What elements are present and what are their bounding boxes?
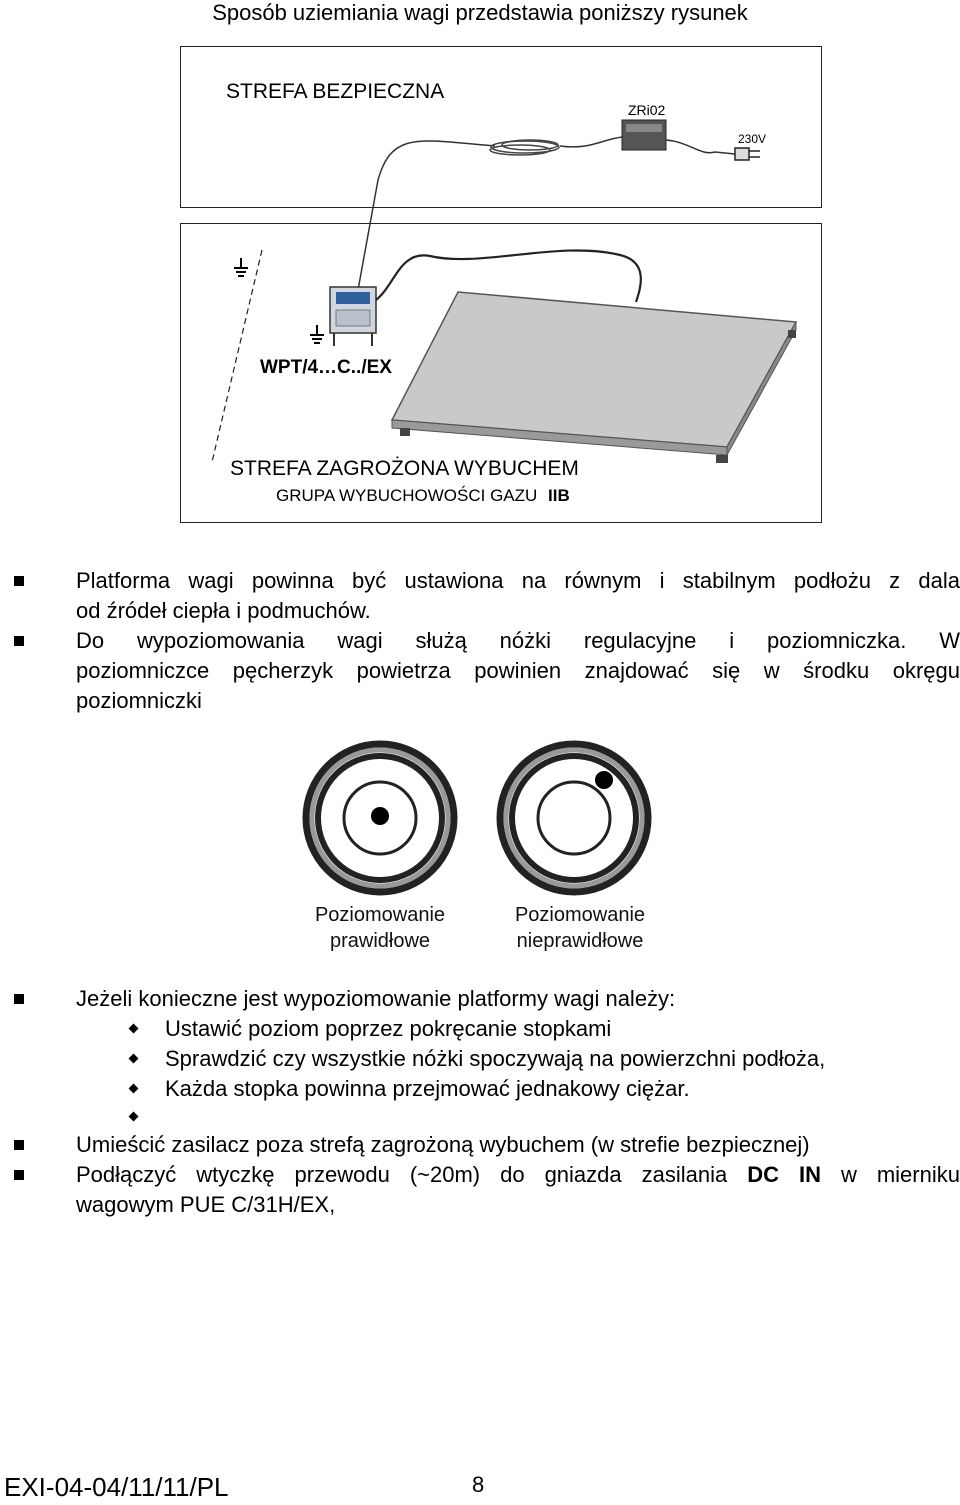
list-item	[0, 1160, 960, 1190]
sub-list-item	[0, 1014, 960, 1044]
sub-list-item	[0, 1102, 960, 1132]
device-label: WPT/4…C../EX	[260, 357, 392, 378]
power-adapter-icon	[622, 120, 666, 150]
incorrect-level-icon	[500, 744, 648, 892]
list-item-text: poziomniczce pęcherzyk powietrza powinien znajdować się w środku okręgu	[76, 658, 960, 683]
square-bullet-icon	[14, 994, 24, 1004]
sub-list-item	[0, 1074, 960, 1104]
indicator-cable	[358, 141, 495, 290]
list-item	[0, 984, 960, 1014]
ground-symbol-icon	[234, 258, 248, 276]
level-bubbles-illustration	[290, 738, 670, 898]
correct-level-line1: Poziomowanie	[314, 904, 446, 926]
square-bullet-icon	[14, 1170, 24, 1180]
cable-coil-icon	[490, 140, 559, 155]
weighing-indicator-icon	[330, 287, 376, 346]
list-item-continuation	[0, 656, 960, 686]
voltage-label: 230V	[738, 132, 767, 146]
list-item-text-start: Podłączyć wtyczkę przewodu (~20m) do gniazda zasilania	[76, 1162, 728, 1187]
adapter-label: ZRi02	[628, 102, 666, 118]
sub-list-item-text: Ustawić poziom poprzez pokręcanie stopkami	[165, 1016, 612, 1041]
incorrect-level-line1: Poziomowanie	[514, 904, 646, 926]
list-item-text: Umieścić zasilacz poza strefą zagrożoną wybuchem (w strefie bezpiecznej)	[76, 1132, 810, 1157]
list-item-text: Jeżeli konieczne jest wypoziomowanie platformy wagi należy:	[76, 986, 676, 1011]
mains-cable	[666, 140, 735, 154]
hazard-zone-label: STREFA ZAGROŻONA WYBUCHEM	[230, 457, 579, 480]
list-item-text: poziomniczki	[76, 688, 202, 713]
square-bullet-icon	[14, 576, 24, 586]
sub-list-item-text: Każda stopka powinna przejmować jednakowy ciężar.	[165, 1076, 690, 1101]
list-item-continuation	[0, 1190, 960, 1220]
diamond-bullet-icon	[129, 1024, 139, 1034]
list-item-text	[76, 1160, 960, 1190]
list-item-continuation	[0, 596, 960, 626]
incorrect-level-line2: nieprawidłowe	[516, 930, 644, 952]
sub-list-item-text: Sprawdzić czy wszystkie nóżki spoczywają na powierzchni podłoża,	[165, 1046, 826, 1071]
plug-icon	[735, 148, 760, 160]
safe-zone-label: STREFA BEZPIECZNA	[226, 80, 445, 103]
platform-scale-icon	[392, 292, 796, 463]
square-bullet-icon	[14, 1140, 24, 1150]
gas-group-value: IIB	[548, 486, 570, 505]
zone-boundary-line	[212, 250, 262, 462]
dc-in-socket-label: DC IN	[747, 1162, 821, 1187]
correct-level-icon	[306, 744, 454, 892]
document-code: EXI-04-04/11/11/PL	[4, 1472, 229, 1502]
square-bullet-icon	[14, 636, 24, 646]
adapter-cable	[560, 137, 622, 147]
list-item-text: Platforma wagi powinna być ustawiona na równym i stabilnym podłożu z dala	[76, 568, 960, 593]
list-item	[0, 1130, 960, 1160]
list-item	[0, 566, 960, 596]
list-item-text: od źródeł ciepła i podmuchów.	[76, 598, 371, 623]
platform-cable	[376, 250, 641, 302]
diamond-bullet-icon	[129, 1054, 139, 1064]
page-number: 8	[472, 1472, 485, 1497]
list-item-continuation	[0, 686, 960, 716]
sub-list-item	[0, 1044, 960, 1074]
gas-group-text: GRUPA WYBUCHOWOŚCI GAZU	[276, 486, 538, 505]
grounding-diagram	[0, 0, 960, 540]
diamond-bullet-icon	[129, 1084, 139, 1094]
list-item-text: Do wypoziomowania wagi służą nóżki regulacyjne i poziomniczka. W	[76, 628, 960, 653]
figure-caption: Sposób uziemiania wagi przedstawia poniższy rysunek	[212, 0, 748, 25]
list-item	[0, 626, 960, 656]
ground-symbol-icon	[310, 325, 324, 343]
diamond-bullet-icon	[129, 1112, 139, 1122]
incorrect-level-caption	[480, 902, 680, 954]
list-item-text-end: w mierniku	[840, 1162, 960, 1187]
correct-level-line2: prawidłowe	[329, 930, 431, 952]
correct-level-caption	[280, 902, 480, 954]
list-item-text: wagowym PUE C/31H/EX,	[76, 1192, 336, 1217]
